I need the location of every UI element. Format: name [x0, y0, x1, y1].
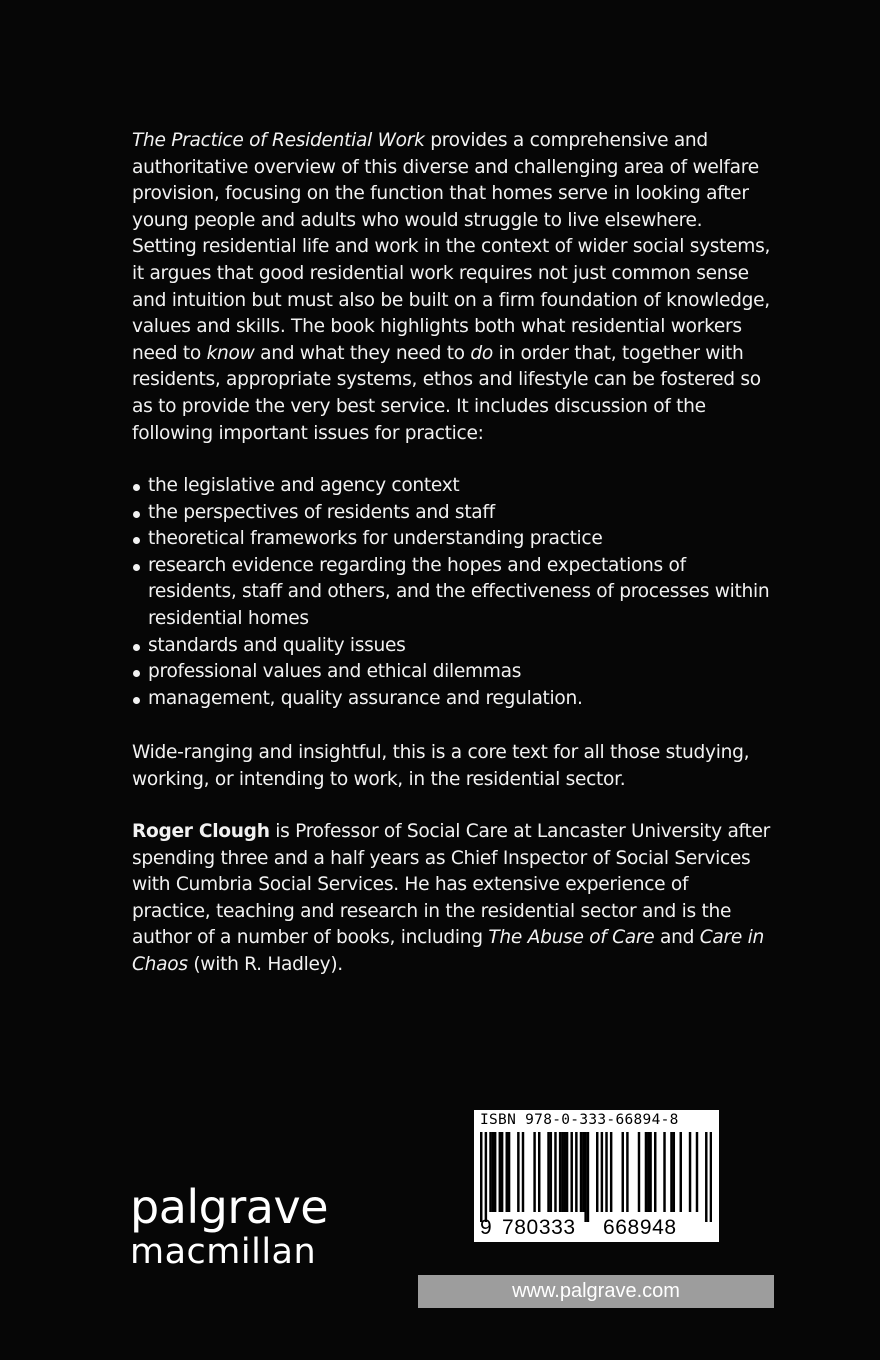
- barcode-bar: [550, 1132, 552, 1212]
- barcode-bar: [494, 1132, 496, 1212]
- barcode-bar: [492, 1132, 494, 1212]
- barcode-bar: [561, 1132, 563, 1212]
- barcode-bar: [570, 1132, 572, 1212]
- barcode-bar: [538, 1132, 540, 1212]
- barcode-bar: [533, 1132, 535, 1212]
- barcode-bar: [580, 1132, 582, 1212]
- barcode-bar: [654, 1132, 656, 1212]
- barcode-bar: [649, 1132, 651, 1212]
- list-item: the legislative and agency context: [132, 473, 772, 500]
- barcode-bar: [622, 1132, 624, 1212]
- barcode-bar: [705, 1132, 707, 1222]
- barcode-bar: [663, 1132, 665, 1212]
- barcode-bar: [596, 1132, 598, 1212]
- list-item: theoretical frameworks for understanding practice: [132, 526, 772, 553]
- list-item: the perspectives of residents and staff: [132, 500, 772, 527]
- barcode-bar: [584, 1132, 586, 1222]
- author-name: Roger Clough: [132, 821, 270, 842]
- list-item: research evidence regarding the hopes and expectations of residents, staff and others, and the effectiveness of processes within residential homes: [132, 553, 772, 633]
- description-text-end: in order that, together with residents, appropriate systems, ethos and lifestyle can be fostered so as to provide the very best service. It includes discussion of the following important issues for practice:: [132, 342, 761, 444]
- list-item: management, quality assurance and regulation.: [132, 686, 772, 713]
- barcode-bar: [559, 1132, 561, 1212]
- issues-list: [132, 473, 772, 712]
- barcode-bar: [626, 1132, 628, 1212]
- barcode-bars: [480, 1132, 712, 1222]
- book-title: The Practice of Residential Work: [132, 130, 425, 151]
- description-text-mid: and what they need to: [254, 342, 471, 364]
- logo-line-1: palgrave: [130, 1180, 328, 1234]
- logo-line-2: macmillan: [130, 1232, 317, 1272]
- closing-statement: Wide-ranging and insightful, this is a core text for all those studying, working, or intending to work, in the residential sector.: [132, 742, 750, 790]
- list-item: standards and quality issues: [132, 633, 772, 660]
- barcode-lead-digit: 9: [480, 1216, 492, 1239]
- bio-text: is Professor of Social Care at Lancaster University after spending three and a half years as Chief Inspector of Social Services with Cumbria Social Services. He has extensive experience of practice, teaching and research in the residential sector and is the author of a number of books, including: [132, 821, 770, 949]
- barcode-bar: [508, 1132, 510, 1212]
- author-bio: [132, 819, 772, 979]
- barcode-bar: [547, 1132, 549, 1212]
- book-title-1: The Abuse of Care: [488, 927, 655, 949]
- barcode-bar: [645, 1132, 647, 1212]
- barcode-bar: [566, 1132, 568, 1212]
- barcode-group-2: 668948: [603, 1216, 677, 1239]
- description-paragraph: [132, 128, 772, 447]
- barcode-bar: [489, 1132, 491, 1212]
- barcode-bar: [575, 1132, 577, 1212]
- bio-and: and: [654, 927, 700, 949]
- barcode-bar: [582, 1132, 584, 1212]
- barcode-bar: [710, 1132, 712, 1222]
- barcode-bar: [689, 1132, 691, 1212]
- barcode-bar: [517, 1132, 519, 1212]
- barcode-bar: [485, 1132, 487, 1222]
- isbn-label: ISBN 978-0-333-66894-8: [480, 1112, 679, 1128]
- barcode-bar: [673, 1132, 675, 1212]
- barcode-bar: [501, 1132, 503, 1212]
- barcode-bar: [522, 1132, 524, 1212]
- barcode-bar: [680, 1132, 682, 1212]
- barcode-bar: [564, 1132, 566, 1212]
- barcode-bar: [647, 1132, 649, 1212]
- emphasis-do: do: [470, 342, 493, 364]
- barcode-bar: [499, 1132, 501, 1212]
- barcode-bar: [506, 1132, 508, 1212]
- barcode-bar: [554, 1132, 556, 1212]
- publisher-url: www.palgrave.com: [418, 1275, 774, 1308]
- barcode-bar: [670, 1132, 672, 1212]
- barcode-bar: [480, 1132, 482, 1222]
- barcode-bar: [696, 1132, 698, 1212]
- barcode-bar: [638, 1132, 640, 1212]
- book-title-2: Care in Chaos: [132, 927, 764, 975]
- description: [132, 128, 772, 447]
- barcode-bar: [605, 1132, 607, 1212]
- isbn-barcode: [474, 1110, 719, 1242]
- barcode-bar: [601, 1132, 603, 1212]
- barcode-bar: [587, 1132, 589, 1222]
- publisher-logo: [130, 1180, 390, 1273]
- barcode-group-1: 780333: [502, 1216, 576, 1239]
- emphasis-know: know: [206, 342, 255, 364]
- description-text: provides a comprehensive and authoritative overview of this diverse and challenging area of welfare provision, focusing on the function that homes serve in looking after young people and adults who would struggle to live elsewhere. Setting residential life and work in the context of wider social systems, it argues that good residential work requires not just common sense and intuition but must also be built on a firm foundation of knowledge, values and skills. The book highlights both what residential workers need to: [132, 130, 771, 364]
- bio-text-end: (with R. Hadley).: [187, 953, 343, 975]
- list-item: professional values and ethical dilemmas: [132, 659, 772, 686]
- barcode-bar: [610, 1132, 612, 1212]
